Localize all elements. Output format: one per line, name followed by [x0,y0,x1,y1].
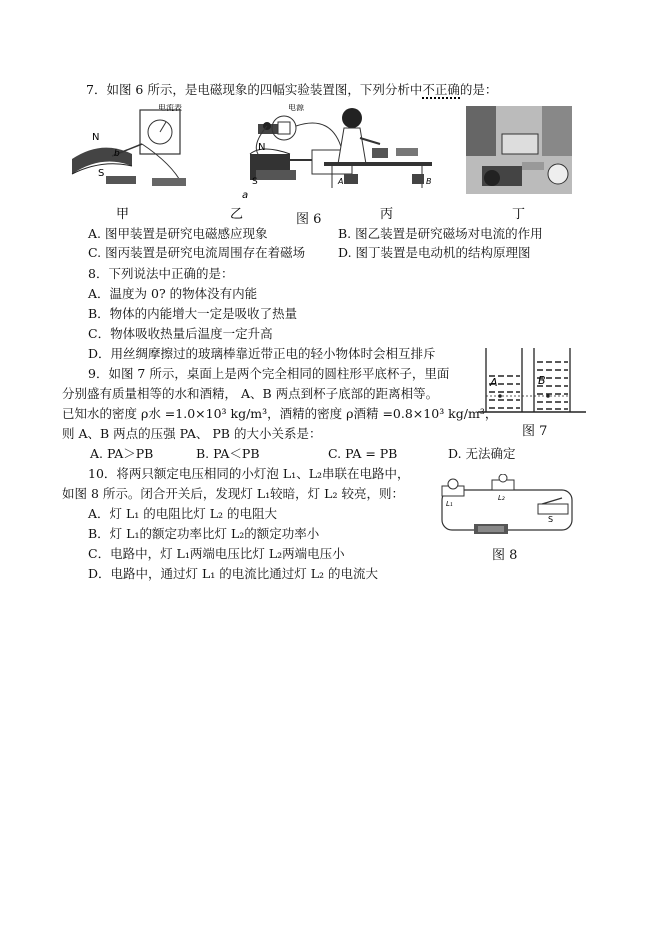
label-S1: S [98,168,105,179]
fig7-label-B: B [538,374,546,387]
q7-stem-text: 7．如图 6 所示，是电磁现象的四幅实验装置图，下列分析中 [86,82,423,97]
q9-option-d[interactable]: D. 无法确定 [448,446,516,461]
caption-ding: 丁 [512,207,526,222]
q8-option-d[interactable]: D．用丝绸摩擦过的玻璃棒靠近带正电的轻小物体时会相互排斥 [88,346,436,361]
panel-ding [466,106,572,194]
power-label: 电源 [288,104,304,112]
label-N2: N [258,142,266,153]
q7-option-c[interactable]: C. 图丙装置是研究电流周围存在着磁场 [88,245,306,260]
caption-yi: 乙 [230,207,244,222]
panel-bing [324,108,432,188]
q9-line1: 9．如图 7 所示，桌面上是两个完全相同的圆柱形平底杯子，里面 [88,366,450,381]
q9-option-a[interactable]: A. PA＞PB [90,446,154,461]
label-a: a [242,190,249,201]
figure-8 [434,474,582,538]
q9-line3: 已知水的密度 ρ水 =1.0×10³ kg/m³，酒精的密度 ρ酒精 =0.8×10³ kg/m³， [62,406,498,421]
figure-6 [62,104,602,222]
panel-yi [242,104,352,201]
figure-6-caption: 图 6 [296,212,322,227]
fig8-label-L1: L₁ [446,500,453,508]
q7-stem-emphasis: 不正确 [422,82,460,97]
figure-7 [478,346,586,418]
label-B: B [426,177,432,186]
q10-option-b[interactable]: B．灯 L₁的额定功率比灯 L₂的额定功率小 [88,526,320,541]
q7-option-d[interactable]: D. 图丁装置是电动机的结构原理图 [338,245,531,260]
label-A: A [338,177,344,186]
label-b: b [114,149,120,159]
caption-bing: 丙 [380,207,394,222]
ammeter-label: 电流表 [158,104,182,112]
panel-jia [72,104,186,186]
q8-option-b[interactable]: B．物体的内能增大一定是吸收了热量 [88,306,298,321]
q8-option-c[interactable]: C．物体吸收热量后温度一定升高 [88,326,273,341]
q9-line4: 则 A、B 两点的压强 PA、 PB 的大小关系是： [62,426,322,441]
q7-option-b[interactable]: B. 图乙装置是研究磁场对电流的作用 [338,226,543,241]
q7-stem [86,82,497,98]
fig8-label-S: S [548,515,554,524]
label-S2: S [252,177,258,187]
q7-option-a[interactable]: A. 图甲装置是研究电磁感应现象 [88,226,268,241]
label-N1: N [92,132,100,143]
fig7-label-A: A [490,376,498,389]
q10-option-c[interactable]: C．电路中，灯 L₁两端电压比灯 L₂两端电压小 [88,546,345,561]
q8-stem: 8．下列说法中正确的是： [88,266,234,281]
figure-8-caption: 图 8 [492,548,518,563]
q7-stem-end: 的是： [459,82,498,97]
q9-option-c[interactable]: C. PA = PB [328,446,398,461]
q8-option-a[interactable]: A．温度为 0? 的物体没有内能 [88,286,258,301]
q9-option-b[interactable]: B. PA＜PB [196,446,260,461]
fig8-label-L2: L₂ [498,494,505,502]
q10-line2: 如图 8 所示。闭合开关后，发现灯 L₁较暗，灯 L₂ 较亮，则： [62,486,404,501]
q10-line1: 10．将两只额定电压相同的小灯泡 L₁、L₂串联在电路中， [88,466,410,481]
q10-option-d[interactable]: D．电路中，通过灯 L₁ 的电流比通过灯 L₂ 的电流大 [88,566,379,581]
q9-line2: 分别盛有质量相等的水和酒精， A、B 两点到杯子底部的距离相等。 [62,386,439,401]
figure-7-caption: 图 7 [522,424,548,439]
caption-jia: 甲 [116,207,130,222]
q10-option-a[interactable]: A．灯 L₁ 的电阻比灯 L₂ 的电阻大 [88,506,278,521]
